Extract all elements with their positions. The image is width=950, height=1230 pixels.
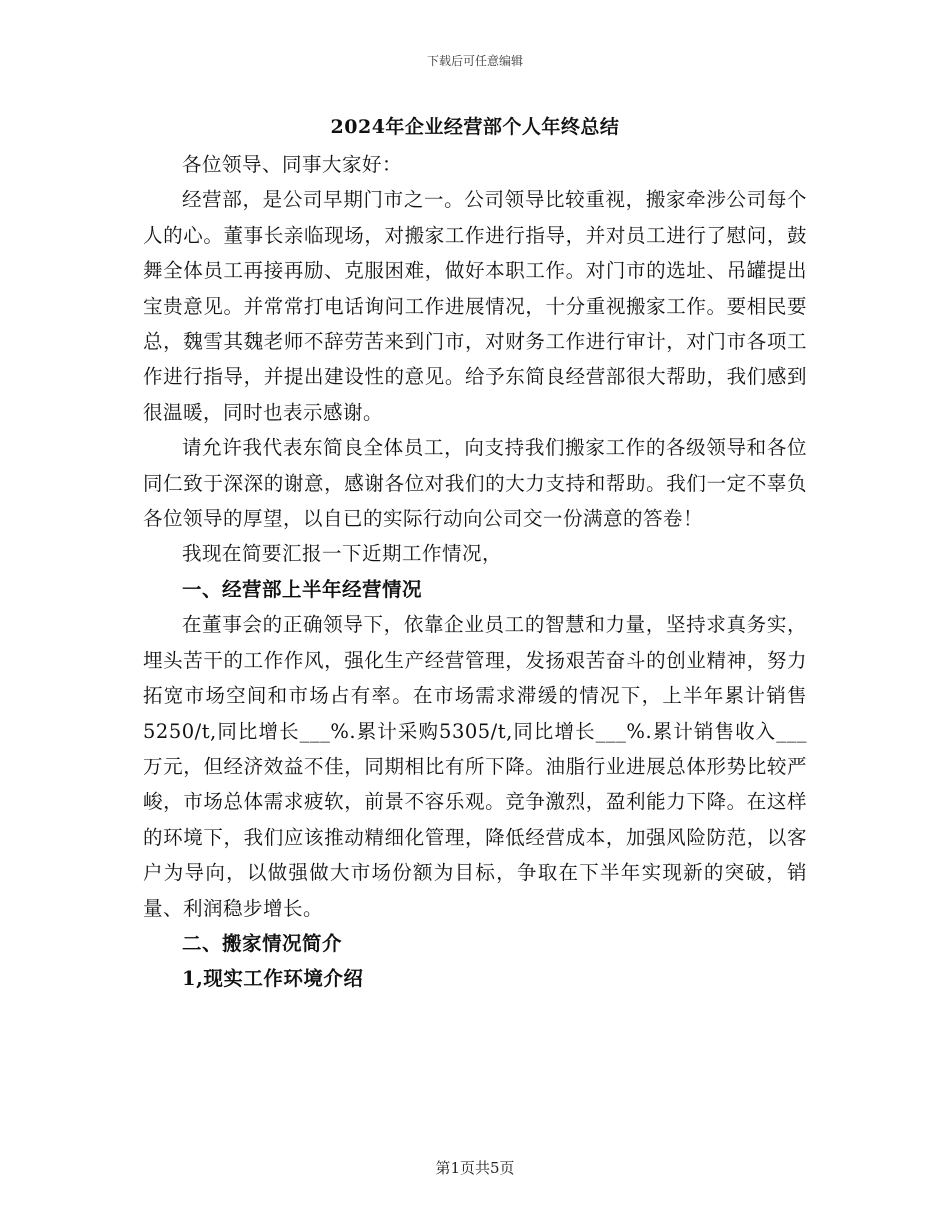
page-indicator: 第1页共5页 xyxy=(435,1159,515,1177)
header-note: 下载后可任意编辑 xyxy=(426,54,523,68)
body-paragraph: 在董事会的正确领导下，依靠企业员工的智慧和力量，坚持求真务实，埋头苦干的工作作风，强化生产经营管理，发扬艰苦奋斗的创业精神，努力拓宽市场空间和市场占有率。在市场需求滞缓的情况下，上半年累计销售5250/t,同比增长___%.累计采购5305/t,同比增长___%.累计销售收入___万元，但经济效益不佳，同期相比有所下降。油脂行业进展总体形势比较严峻，市场总体需求疲软，前景不容乐观。竞争激烈，盈利能力下降。在这样的环境下，我们应该推动精细化管理，降低经营成本，加强风险防范，以客户为导向，以做强做大市场份额为目标，争取在下半年实现新的突破，销量、利润稳步增长。 xyxy=(143,613,807,920)
section-heading: 一、经营部上半年经营情况 xyxy=(182,577,423,601)
subsection-heading: 1,现实工作环境介绍 xyxy=(182,967,364,991)
body-paragraph: 经营部，是公司早期门市之一。公司领导比较重视，搬家牵涉公司每个人的心。董事长亲临现场，对搬家工作进行指导，并对员工进行了慰问，鼓舞全体员工再接再励、克服困难，做好本职工作。对门市的选址、吊罐提出宝贵意见。并常常打电话询问工作进展情况，十分重视搬家工作。要相民要总，魏雪其魏老师不辞劳苦来到门市，对财务工作进行审计，对门市各项工作进行指导，并提出建设性的意见。给予东简良经营部很大帮助，我们感到很温暖，同时也表示感谢。 xyxy=(143,188,807,424)
greeting-paragraph: 各位领导、同事大家好： xyxy=(182,153,403,176)
body-paragraph: 我现在简要汇报一下近期工作情况， xyxy=(182,542,503,566)
body-paragraph: 请允许我代表东简良全体员工，向支持我们搬家工作的各级领导和各位同仁致于深深的谢意，感谢各位对我们的大力支持和帮助。我们一定不辜负各位领导的厚望，以自已的实际行动向公司交一份满意的答卷！ xyxy=(143,436,807,531)
document-title: 2024年企业经营部个人年终总结 xyxy=(330,116,620,138)
section-heading: 二、搬家情况简介 xyxy=(182,931,343,955)
document-body xyxy=(143,147,807,997)
